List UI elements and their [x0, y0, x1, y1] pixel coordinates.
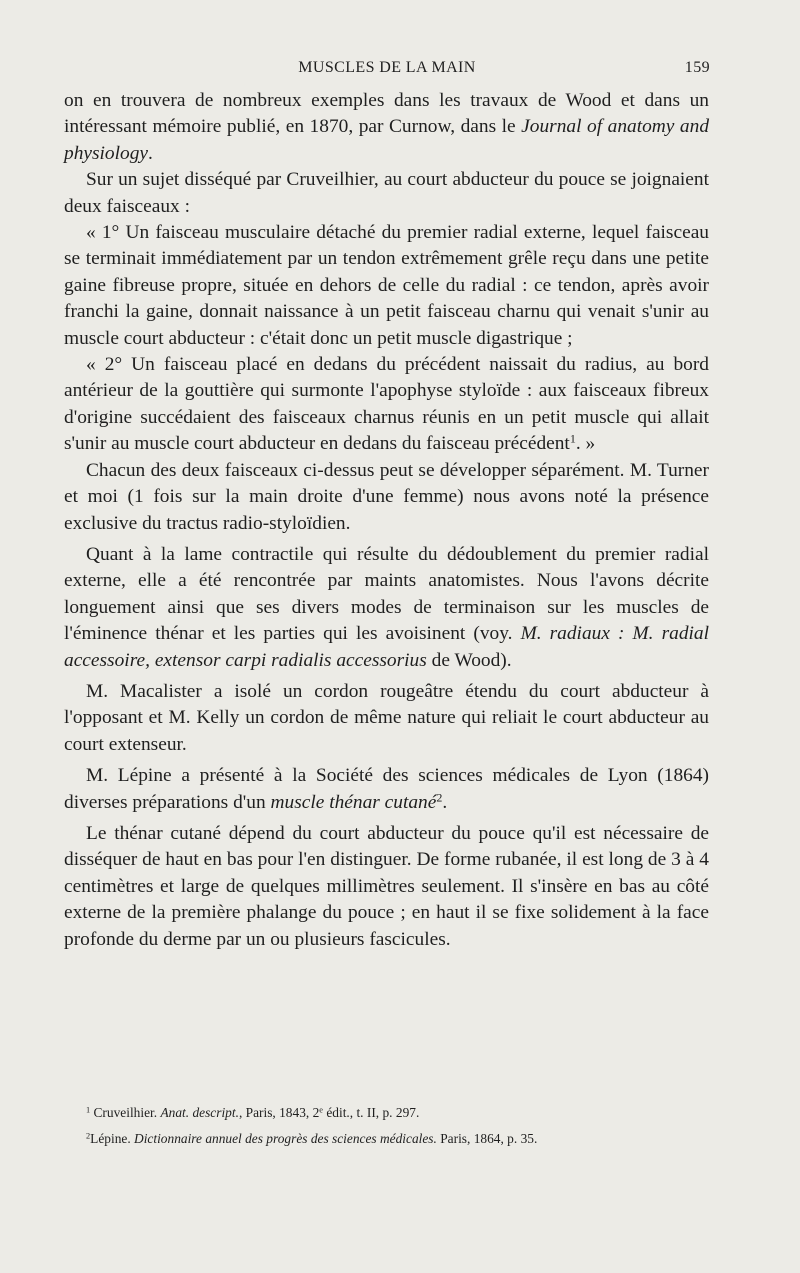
footnote-1-details: , Paris, 1843, 2 — [238, 1105, 320, 1120]
paragraph-7: M. Macalister a isolé un cordon rougeâtre étendu du court abducteur à l'opposant et M. Kelly un cordon de même nature qui reliait le court abducteur au court extenseur. — [64, 680, 709, 755]
paragraph-1 — [64, 88, 709, 167]
paragraph-8-end: . — [442, 791, 448, 813]
footnote-2-details: Paris, 1864, p. 35. — [436, 1131, 538, 1146]
muscle-name: muscle thénar cutané — [270, 791, 437, 813]
footnote-1-edition-sup: e — [319, 1105, 323, 1115]
paragraph-9: Le thénar cutané dépend du court abducteur du pouce qu'il est nécessaire de disséquer de haut en bas pour l'en distinguer. De forme rubanée, il est long de 3 à 4 centimètres et large de quelques millimètres seulement. Il s'insère en bas au côté externe de la première phalange du pouce ; en haut il se fixe solidement à la face profonde du derme par un ou plusieurs fascicules. — [64, 822, 709, 950]
footnote-1 — [86, 1100, 686, 1126]
paragraph-1-end: . — [148, 142, 153, 164]
paragraph-2: Sur un sujet disséqué par Cruveilhier, au court abducteur du pouce se joignaient deux faisceaux : — [64, 169, 709, 217]
paragraph-6-text: Quant à la lame contractile qui résulte du dédoublement du premier radial externe, elle a été rencontrée par maints anatomistes. Nous l'avons décrite longuement ainsi que ses divers modes de terminaison sur les muscles de l'éminence thénar et les parties qui les avoisinent (voy. — [64, 543, 709, 645]
footnotes — [86, 1100, 686, 1152]
cross-reference: M. radiaux : M. radial accessoire, extensor carpi radialis accessorius — [64, 623, 709, 671]
body-text — [64, 88, 709, 953]
journal-title: Journal of anatomy and physiology — [64, 116, 710, 164]
footnote-1-author: Cruveilhier. — [90, 1105, 161, 1120]
paragraph-4-text: « 2° Un faisceau placé en dedans du précédent naissait du radius, au bord antérieur de la gouttière qui surmonte l'apophyse styloïde : aux faisceaux fibreux d'origine succédaient des faisceaux charnus réunis en un petit muscle qui allait s'unir au muscle court abducteur en dedans du faisceau précédent — [64, 354, 709, 455]
footnote-2 — [86, 1126, 686, 1152]
footnote-ref-2[interactable]: 2 — [436, 789, 443, 804]
running-title: MUSCLES DE LA MAIN — [298, 59, 476, 76]
footnote-2-author: Lépine. — [90, 1131, 135, 1146]
paragraph-6 — [64, 542, 709, 674]
paragraph-3-quote: « 1° Un faisceau musculaire détaché du premier radial externe, lequel faisceau se terminait immédiatement par un tendon extrêmement grêle reçu dans une petite gaine fibreuse propre, située en dehors de celle du radial : ce tendon, après avoir franchi la gaine, donnait naissance à un petit faisceau charnu qui venait s'unir au muscle court abducteur : c'était donc un petit muscle digastrique ; — [64, 222, 709, 349]
footnote-1-mark: 1 — [86, 1105, 91, 1115]
paragraph-5: Chacun des deux faisceaux ci-dessus peut se développer séparément. M. Turner et moi (1 fois sur la main droite d'une femme) nous avons noté la présence exclusive du tractus radio-styloïdien. — [64, 459, 709, 534]
paragraph-1-text: on en trouvera de nombreux exemples dans les travaux de Wood et dans un intéressant mémoire publié, en 1870, par Curnow, dans le — [64, 90, 709, 138]
footnote-1-title: Anat. descript. — [160, 1105, 239, 1120]
paragraph-4-quote — [64, 352, 709, 458]
paragraph-6-end: de Wood). — [426, 649, 512, 671]
paragraph-8-text: M. Lépine a présenté à la Société des sciences médicales de Lyon (1864) diverses préparations d'un — [64, 765, 709, 813]
footnote-1-details-end: édit., t. II, p. 297. — [322, 1105, 420, 1120]
footnote-2-mark: 2 — [86, 1131, 91, 1141]
footnote-2-title: Dictionnaire annuel des progrès des sciences médicales. — [134, 1131, 437, 1146]
footnote-ref-1[interactable]: 1 — [569, 431, 576, 446]
running-header — [64, 59, 710, 83]
paragraph-8 — [64, 763, 709, 816]
paragraph-4-end: . » — [575, 433, 596, 455]
page-number: 159 — [684, 59, 710, 76]
